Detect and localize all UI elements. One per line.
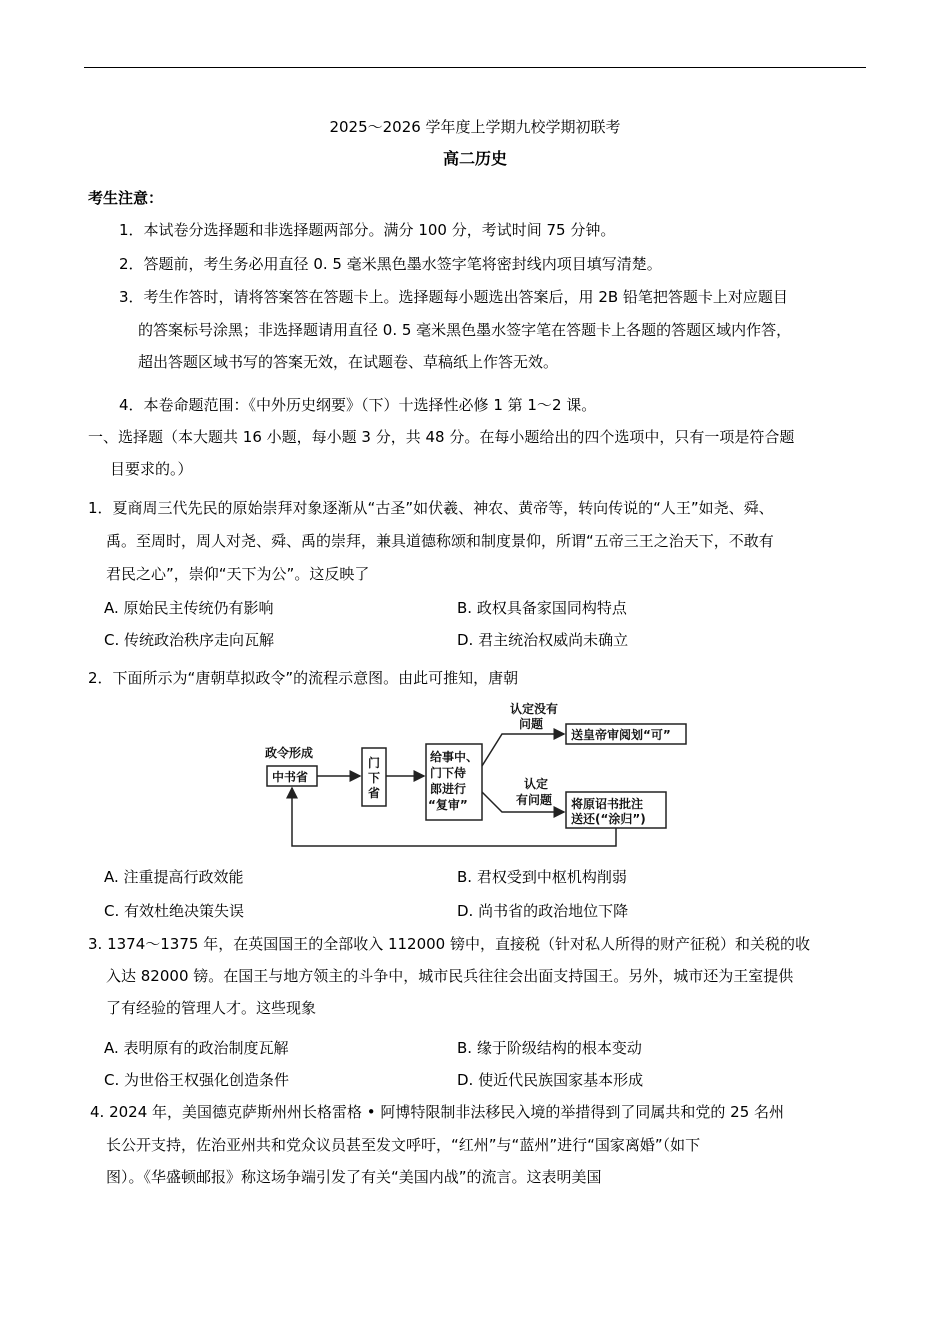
section-heading-cont: 目要求的。） xyxy=(110,460,193,478)
box-review-line: “复审” xyxy=(428,798,468,812)
box-review-line: 门下侍 xyxy=(430,766,467,780)
box-return-decree-line: 送还(“涂归”) xyxy=(571,812,646,826)
q1-stem-line: 君民之心”，崇仰“天下为公”。这反映了 xyxy=(106,565,370,583)
box-menxia-char: 门 xyxy=(368,756,381,770)
q1-option-d[interactable]: D. 君主统治权威尚未确立 xyxy=(457,631,629,649)
notice-item-3-cont-2: 超出答题区域书写的答案无效，在试题卷、草稿纸上作答无效。 xyxy=(138,353,559,371)
box-review-line: 给事中、 xyxy=(430,750,479,764)
label-has-problem: 有问题 xyxy=(516,793,553,807)
q2-option-c[interactable]: C. 有效杜绝决策失误 xyxy=(104,902,245,920)
q1-option-c[interactable]: C. 传统政治秩序走向瓦解 xyxy=(104,631,275,649)
q1-option-a[interactable]: A. 原始民主传统仍有影响 xyxy=(104,599,274,617)
q1-stem-line: 禹。至周时，周人对尧、舜、禹的崇拜，兼具道德称颂和制度景仰，所谓“五帝三王之治天下，不敢有 xyxy=(106,532,774,550)
q3-option-b[interactable]: B. 缘于阶级结构的根本变动 xyxy=(457,1039,642,1057)
notice-item-1: 1．本试卷分选择题和非选择题两部分。满分 100 分，考试时间 75 分钟。 xyxy=(119,221,616,239)
q4-stem-line: 长公开支持，佐治亚州共和党众议员甚至发文呼吁，“红州”与“蓝州”进行“国家离婚”（如下 xyxy=(106,1136,701,1154)
q3-option-d[interactable]: D. 使近代民族国家基本形成 xyxy=(457,1071,644,1089)
q3-stem-line: 3. 1374～1375 年，在英国国王的全部收入 112000 镑中，直接税（针对私人所得的财产征税）和关税的收 xyxy=(88,935,810,953)
q3-option-c[interactable]: C. 为世俗王权强化创造条件 xyxy=(104,1071,290,1089)
box-review-line: 郎进行 xyxy=(430,782,467,796)
box-menxia-char: 下 xyxy=(368,771,381,785)
q1-stem-line: 1．夏商周三代先民的原始崇拜对象逐渐从“古圣”如伏羲、神农、黄帝等，转向传说的“人王”如尧、舜、 xyxy=(88,499,774,517)
box-zhongshu-label: 中书省 xyxy=(272,770,309,784)
q1-option-b[interactable]: B. 政权具备家国同构特点 xyxy=(457,599,627,617)
notice-item-4: 4．本卷命题范围：《中外历史纲要》（下）十选择性必修 1 第 1～2 课。 xyxy=(119,396,597,414)
section-heading: 一、选择题（本大题共 16 小题，每小题 3 分，共 48 分。在每小题给出的四个选项中，只有一项是符合题 xyxy=(88,428,795,446)
tang-decree-flowchart xyxy=(262,700,702,860)
q2-option-d[interactable]: D. 尚书省的政治地位下降 xyxy=(457,902,629,920)
label-has-problem: 认定 xyxy=(524,777,549,791)
q2-stem-line: 2．下面所示为“唐朝草拟政令”的流程示意图。由此可推知，唐朝 xyxy=(88,669,519,687)
box-return-decree-line: 将原诏书批注 xyxy=(571,797,644,811)
exam-title: 2025～2026 学年度上学期九校学期初联考 xyxy=(329,118,621,136)
notice-item-2: 2．答题前，考生务必用直径 0. 5 毫米黑色墨水签字笔将密封线内项目填写清楚。 xyxy=(119,255,662,273)
box-menxia-char: 省 xyxy=(368,786,381,800)
box-emperor-approval-label: 送皇帝审阅划“可” xyxy=(571,728,671,742)
arrow-to-emperor xyxy=(482,734,564,766)
notice-item-3: 3．考生作答时，请将答案答在答题卡上。选择题每小题选出答案后，用 2B 铅笔把答题卡上对应题目 xyxy=(119,288,788,306)
q3-option-a[interactable]: A. 表明原有的政治制度瓦解 xyxy=(104,1039,289,1057)
notice-item-3-cont-1: 的答案标号涂黑；非选择题请用直径 0. 5 毫米黑色墨水签字笔在答题卡上各题的答题区域内作答， xyxy=(138,321,792,339)
exam-subject: 高二历史 xyxy=(442,149,507,168)
q2-option-b[interactable]: B. 君权受到中枢机构削弱 xyxy=(457,868,627,886)
label-no-problem: 问题 xyxy=(519,717,544,731)
label-no-problem: 认定没有 xyxy=(510,702,559,716)
q2-option-a[interactable]: A. 注重提高行政效能 xyxy=(104,868,244,886)
q3-stem-line: 了有经验的管理人才。这些现象 xyxy=(106,999,317,1017)
top-rule xyxy=(84,67,866,68)
q3-stem-line: 入达 82000 镑。在国王与地方领主的斗争中，城市民兵往往会出面支持国王。另外，城市还为王室提供 xyxy=(106,967,794,985)
label-decree-formation: 政令形成 xyxy=(265,746,314,760)
q4-stem-line: 图）。《华盛顿邮报》称这场争端引发了有关“美国内战”的流言。这表明美国 xyxy=(106,1168,602,1186)
notice-heading: 考生注意： xyxy=(88,189,164,207)
q4-stem-line: 4. 2024 年，美国德克萨斯州州长格雷格 • 阿博特限制非法移民入境的举措得到了同属共和党的 25 名州 xyxy=(90,1103,785,1121)
